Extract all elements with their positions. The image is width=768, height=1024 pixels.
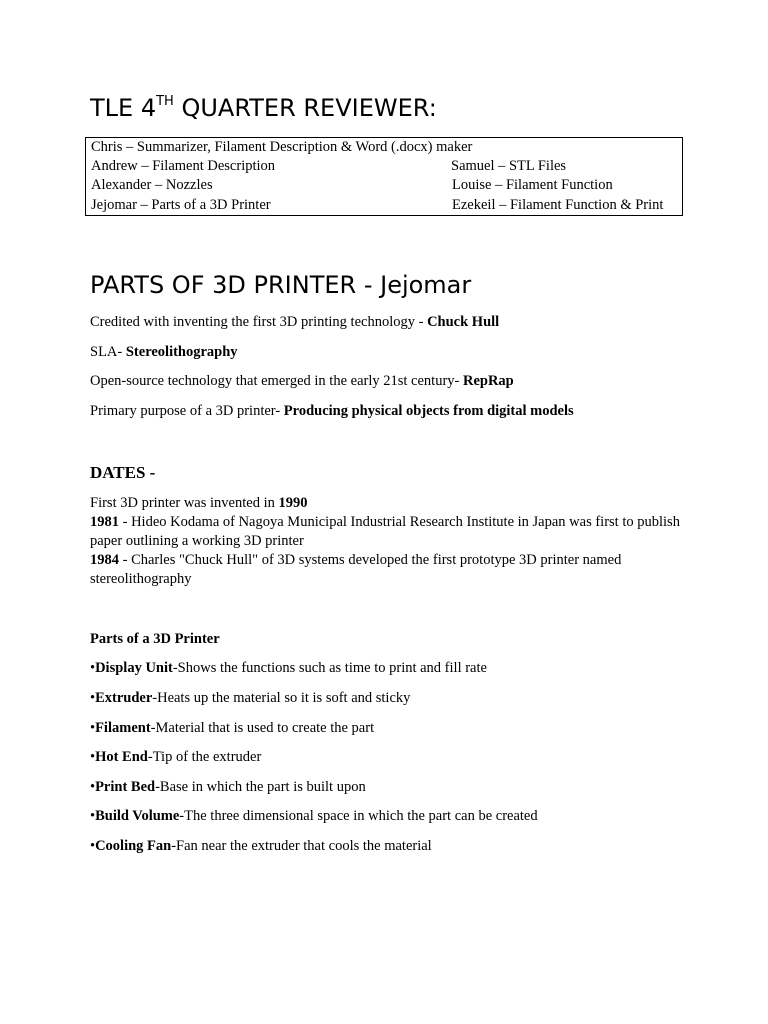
- date-text: - Hideo Kodama of Nagoya Municipal Industrial Research Institute in Japan was first to publish paper outlining a working 3D printer: [90, 514, 680, 549]
- section-title: PARTS OF 3D PRINTER - Jejomar: [90, 271, 472, 299]
- part-hot-end: [90, 748, 261, 767]
- fact-answer: Stereolithography: [125, 344, 238, 360]
- part-name: Filament: [95, 720, 151, 736]
- roster-left-4: Jejomar – Parts of a 3D Printer: [91, 197, 271, 213]
- roster-left-3: Alexander – Nozzles: [91, 177, 213, 193]
- part-cooling-fan: [90, 837, 432, 856]
- bullet-icon: •: [90, 749, 96, 765]
- part-name: Print Bed: [95, 779, 156, 795]
- part-print-bed: [90, 778, 366, 797]
- bullet-icon: •: [90, 808, 96, 824]
- parts-heading-text: Parts of a 3D Printer: [90, 631, 220, 647]
- title-rest: QUARTER REVIEWER:: [173, 94, 437, 122]
- roster-right-4: Ezekeil – Filament Function & Print: [452, 197, 664, 213]
- date-year: 1984: [90, 552, 119, 568]
- fact-answer: RepRap: [462, 373, 514, 389]
- date-first-printer: [90, 494, 307, 513]
- roster-left-2: Andrew – Filament Description: [91, 158, 276, 174]
- title-main: TLE 4: [90, 94, 157, 122]
- date-text: - Charles "Chuck Hull" of 3D systems developed the first prototype 3D printer named stereolithography: [90, 552, 622, 587]
- bullet-icon: •: [90, 660, 96, 676]
- part-name: Build Volume: [95, 808, 180, 824]
- bullet-icon: •: [90, 690, 96, 706]
- roster-right-3: Louise – Filament Function: [452, 177, 613, 193]
- fact-inventor: [90, 313, 499, 332]
- part-filament: [90, 719, 374, 738]
- part-name: Display Unit: [95, 660, 173, 676]
- date-year: 1981: [90, 514, 119, 530]
- bullet-icon: •: [90, 720, 96, 736]
- fact-text: Credited with inventing the first 3D printing technology -: [90, 314, 428, 330]
- page-title: [90, 92, 437, 129]
- part-desc: -Shows the functions such as time to print and fill rate: [172, 660, 487, 676]
- date-text: First 3D printer was invented in: [90, 495, 279, 511]
- part-desc: -Fan near the extruder that cools the material: [171, 838, 432, 854]
- fact-answer: Producing physical objects from digital models: [283, 403, 574, 419]
- fact-open-source: [90, 372, 514, 391]
- date-1981: [90, 513, 680, 551]
- title-superscript: TH: [156, 94, 174, 109]
- parts-heading: [90, 630, 220, 649]
- date-1984: [90, 551, 680, 589]
- part-build-volume: [90, 807, 538, 826]
- part-extruder: [90, 689, 410, 708]
- roster-box: [85, 137, 683, 216]
- part-desc: -Base in which the part is built upon: [155, 779, 366, 795]
- fact-answer: Chuck Hull: [427, 314, 500, 330]
- part-display-unit: [90, 659, 487, 678]
- part-name: Hot End: [95, 749, 148, 765]
- part-name: Cooling Fan: [95, 838, 172, 854]
- roster-right-2: Samuel – STL Files: [451, 158, 567, 174]
- part-desc: -Heats up the material so it is soft and sticky: [152, 690, 411, 706]
- fact-purpose: [90, 402, 574, 421]
- fact-text: SLA-: [90, 344, 126, 360]
- fact-sla: [90, 343, 238, 362]
- part-name: Extruder: [95, 690, 153, 706]
- part-desc: -The three dimensional space in which the part can be created: [179, 808, 538, 824]
- dates-heading: DATES -: [90, 463, 156, 482]
- bullet-icon: •: [90, 838, 96, 854]
- fact-text: Open-source technology that emerged in the early 21st century-: [90, 373, 463, 389]
- part-desc: -Tip of the extruder: [147, 749, 262, 765]
- roster-row-1: Chris – Summarizer, Filament Description & Word (.docx) maker: [91, 139, 473, 155]
- date-year: 1990: [278, 495, 308, 511]
- fact-text: Primary purpose of a 3D printer-: [90, 403, 284, 419]
- bullet-icon: •: [90, 779, 96, 795]
- part-desc: -Material that is used to create the part: [150, 720, 375, 736]
